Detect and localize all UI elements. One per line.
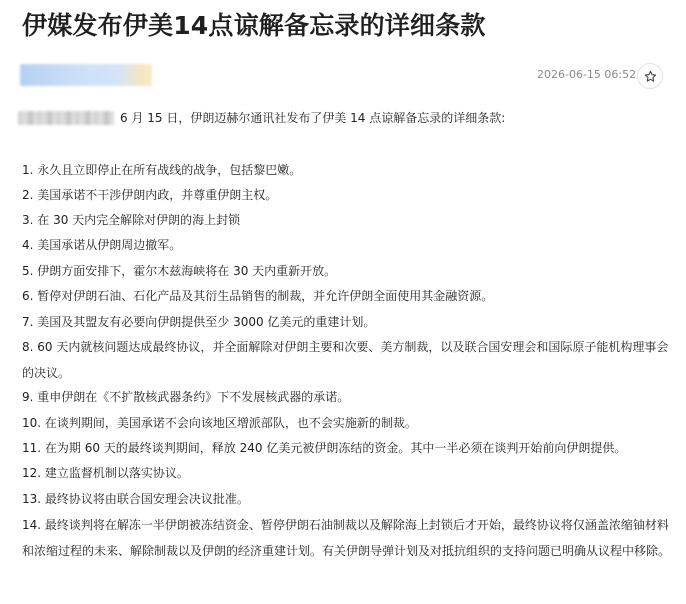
list-item: 8. 60 天内就核问题达成最终协议，并全面解除对伊朗主要和次要、美方制裁，以及联合国安理会和国际原子能机构理事会的决议。 [22, 340, 669, 380]
list-item: 5. 伊朗方面安排下，霍尔木兹海峡将在 30 天内重新开放。 [22, 264, 337, 278]
list-item: 13. 最终协议将由联合国安理会决议批准。 [22, 492, 249, 506]
list-item: 7. 美国及其盟友有必要向伊朗提供至少 3000 亿美元的重建计划。 [22, 315, 376, 329]
author-avatar-blurred[interactable] [20, 64, 152, 86]
list-item: 11. 在为期 60 天的最终谈判期间，释放 240 亿美元被伊朗冻结的资金。其中一半必须在谈判开始前向伊朗提供。 [22, 441, 627, 455]
star-icon [644, 70, 657, 83]
lead-paragraph: 6 月 15 日，伊朗迈赫尔通讯社发布了伊美 14 点谅解备忘录的详细条款: [120, 111, 506, 125]
list-item: 10. 在谈判期间，美国承诺不会向该地区增派部队，也不会实施新的制裁。 [22, 416, 417, 430]
list-item: 1. 永久且立即停止在所有战线的战争，包括黎巴嫩。 [22, 163, 302, 177]
publish-timestamp: 2026-06-15 06:52 [537, 68, 637, 81]
favorite-button[interactable] [637, 63, 663, 89]
list-item: 12. 建立监督机制以落实协议。 [22, 466, 189, 480]
article-title: 伊媒发布伊美14点谅解备忘录的详细条款 [22, 11, 486, 40]
list-item: 9. 重申伊朗在《不扩散核武器条约》下不发展核武器的承诺。 [22, 390, 350, 404]
list-item: 14. 最终谈判将在解冻一半伊朗被冻结资金、暂停伊朗石油制裁以及解除海上封锁后才开始，最终协议将仅涵盖浓缩铀材料和浓缩过程的未来、解除制裁以及伊朗的经济重建计划。有关伊朗导弹计划及对抵抗组织的支持问题已明确从议程中移除。 [22, 518, 671, 558]
list-item: 2. 美国承诺不干涉伊朗内政，并尊重伊朗主权。 [22, 188, 278, 202]
source-name-blurred [18, 111, 114, 125]
list-item: 4. 美国承诺从伊朗周边撤军。 [22, 238, 182, 252]
list-item: 3. 在 30 天内完全解除对伊朗的海上封锁 [22, 213, 241, 227]
list-item: 6. 暂停对伊朗石油、石化产品及其衍生品销售的制裁，并允许伊朗全面使用其金融资源。 [22, 289, 494, 303]
